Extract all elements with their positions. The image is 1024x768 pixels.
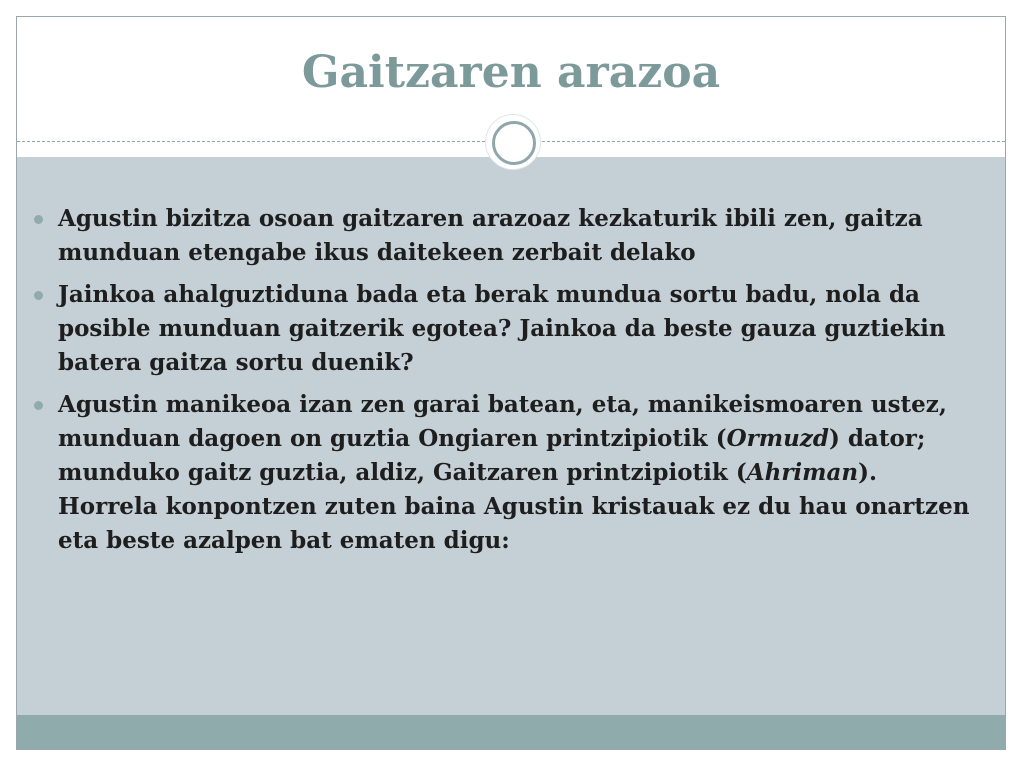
bullet-text-italic: Ahriman [746, 459, 859, 486]
bullet-text-segment: ). Horrela konpontzen zuten baina Agustin kristauak ez du hau onartzen eta beste azalpen bat ematen digu: [58, 459, 970, 554]
bullet-item [30, 388, 970, 558]
bullet-dot-icon [34, 401, 43, 410]
bullet-text-italic: Ormuzd [726, 425, 829, 452]
bullet-item [30, 202, 970, 270]
bullet-list [30, 202, 970, 566]
slide-title: Gaitzaren arazoa [301, 47, 721, 98]
bullet-text: Agustin bizitza osoan gaitzaren arazoaz kezkaturik ibili zen, gaitza munduan etengabe ikus daitekeen zerbait delako [58, 205, 923, 266]
ornament-ring [492, 121, 536, 165]
circle-ornament-icon [485, 114, 541, 170]
bullet-text: Jainkoa ahalguztiduna bada eta berak mundua sortu badu, nola da posible munduan gaitzerik egotea? Jainkoa da beste gauza guztiekin batera gaitza sortu duenik? [58, 281, 946, 376]
footer-band [17, 715, 1005, 750]
bullet-item [30, 278, 970, 380]
bullet-dot-icon [34, 215, 43, 224]
bullet-dot-icon [34, 291, 43, 300]
bullet-text-segment: Agustin manikeoa izan zen garai batean, eta, manikeismoaren ustez, munduan dagoen on guztia Ongiaren printzipiotik ( [58, 391, 947, 452]
bullet-text-segment: ) dator; munduko gaitz guztia, aldiz, Gaitzaren printzipiotik ( [58, 425, 926, 486]
